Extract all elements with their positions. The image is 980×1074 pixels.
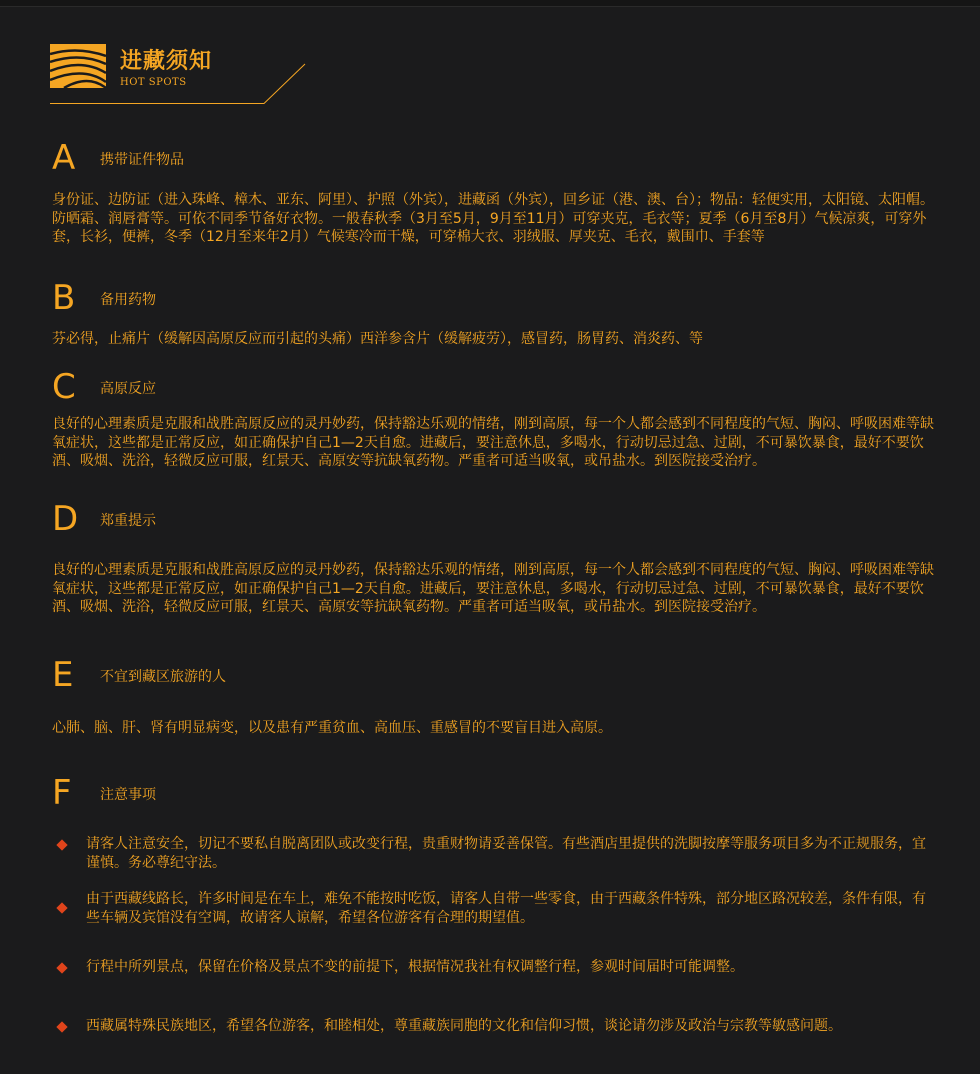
section-header xyxy=(50,44,310,106)
section-title: 不宜到藏区旅游的人 xyxy=(100,669,226,685)
diamond-bullet-icon xyxy=(56,962,67,973)
section-letter: B xyxy=(52,278,76,318)
section-letter: F xyxy=(52,773,72,813)
section-d-text: 良好的心理素质是克服和战胜高原反应的灵丹妙药，保持豁达乐观的情绪，刚到高原，每一个人都会感到不同程度的气短、胸闷、呼吸困难等缺氧症状，这些都是正常反应，如正确保护自己1—2天自愈。进藏后，要注意休息，多喝水，行动切忌过急、过剧，不可暴饮暴食，最好不要饮酒、吸烟、洗浴，轻微反应可服，红景天、高原安等抗缺氧药物。严重者可适当吸氧，或吊盐水。到医院接受治疗。 xyxy=(52,562,934,615)
diamond-bullet-icon xyxy=(56,839,67,850)
section-title: 郑重提示 xyxy=(100,513,156,529)
section-letter: A xyxy=(52,138,76,178)
section-c-text: 良好的心理素质是克服和战胜高原反应的灵丹妙药，保持豁达乐观的情绪，刚到高原，每一个人都会感到不同程度的气短、胸闷、呼吸困难等缺氧症状，这些都是正常反应，如正确保护自己1—2天自愈。进藏后，要注意休息，多喝水，行动切忌过急、过剧，不可暴饮暴食，最好不要饮酒、吸烟、洗浴，轻微反应可服，红景天、高原安等抗缺氧药物。严重者可适当吸氧，或吊盐水。到医院接受治疗。 xyxy=(52,416,934,469)
section-title: 携带证件物品 xyxy=(100,152,184,168)
diamond-bullet-icon xyxy=(56,1021,67,1032)
note-text: 由于西藏线路长，许多时间是在车上，难免不能按时吃饭，请客人自带一些零食，由于西藏条件特殊，部分地区路况较差，条件有限，有些车辆及宾馆没有空调，故请客人谅解，希望各位游客有合理的期望值。 xyxy=(86,891,926,926)
section-e-text: 心肺、脑、肝、肾有明显病变，以及患有严重贫血、高血压、重感冒的不要盲目进入高原。 xyxy=(52,720,612,736)
section-letter: E xyxy=(52,655,74,695)
note-text: 行程中所列景点，保留在价格及景点不变的前提下，根据情况我社有权调整行程，参观时间届时可能调整。 xyxy=(86,959,744,975)
header-underline xyxy=(50,44,310,106)
note-text: 西藏属特殊民族地区，希望各位游客，和睦相处，尊重藏族同胞的文化和信仰习惯，谈论请勿涉及政治与宗教等敏感问题。 xyxy=(86,1018,842,1034)
section-title: 备用药物 xyxy=(100,292,156,308)
section-b-text: 芬必得，止痛片（缓解因高原反应而引起的头痛）西洋参含片（缓解疲劳），感冒药，肠胃药、消炎药、等 xyxy=(52,331,703,347)
section-letter: C xyxy=(52,367,76,407)
section-title: 注意事项 xyxy=(100,787,156,803)
section-title: 高原反应 xyxy=(100,381,156,397)
page-subtitle: HOT SPOTS xyxy=(120,77,187,88)
section-letter: D xyxy=(52,499,79,539)
note-text: 请客人注意安全，切记不要私自脱离团队或改变行程，贵重财物请妥善保管。有些酒店里提供的洗脚按摩等服务项目多为不正规服务，宜谨慎。务必尊纪守法。 xyxy=(86,836,926,871)
top-divider xyxy=(0,0,980,7)
diamond-bullet-icon xyxy=(56,902,67,913)
page-title: 进藏须知 xyxy=(120,49,213,74)
section-a-text: 身份证、边防证（进入珠峰、樟木、亚东、阿里）、护照（外宾），进藏函（外宾），回乡证（港、澳、台）；物品：轻便实用，太阳镜、太阳帽。防晒霜、润唇膏等。可依不同季节备好衣物。一般春秋季（3月至5月，9月至11月）可穿夹克，毛衣等；夏季（6月至8月）气候凉爽，可穿外套，长衫，便裤，冬季（12月至来年2月）气候寒冷而干燥，可穿棉大衣、羽绒服、厚夹克、毛衣，戴围巾、手套等 xyxy=(52,192,934,245)
